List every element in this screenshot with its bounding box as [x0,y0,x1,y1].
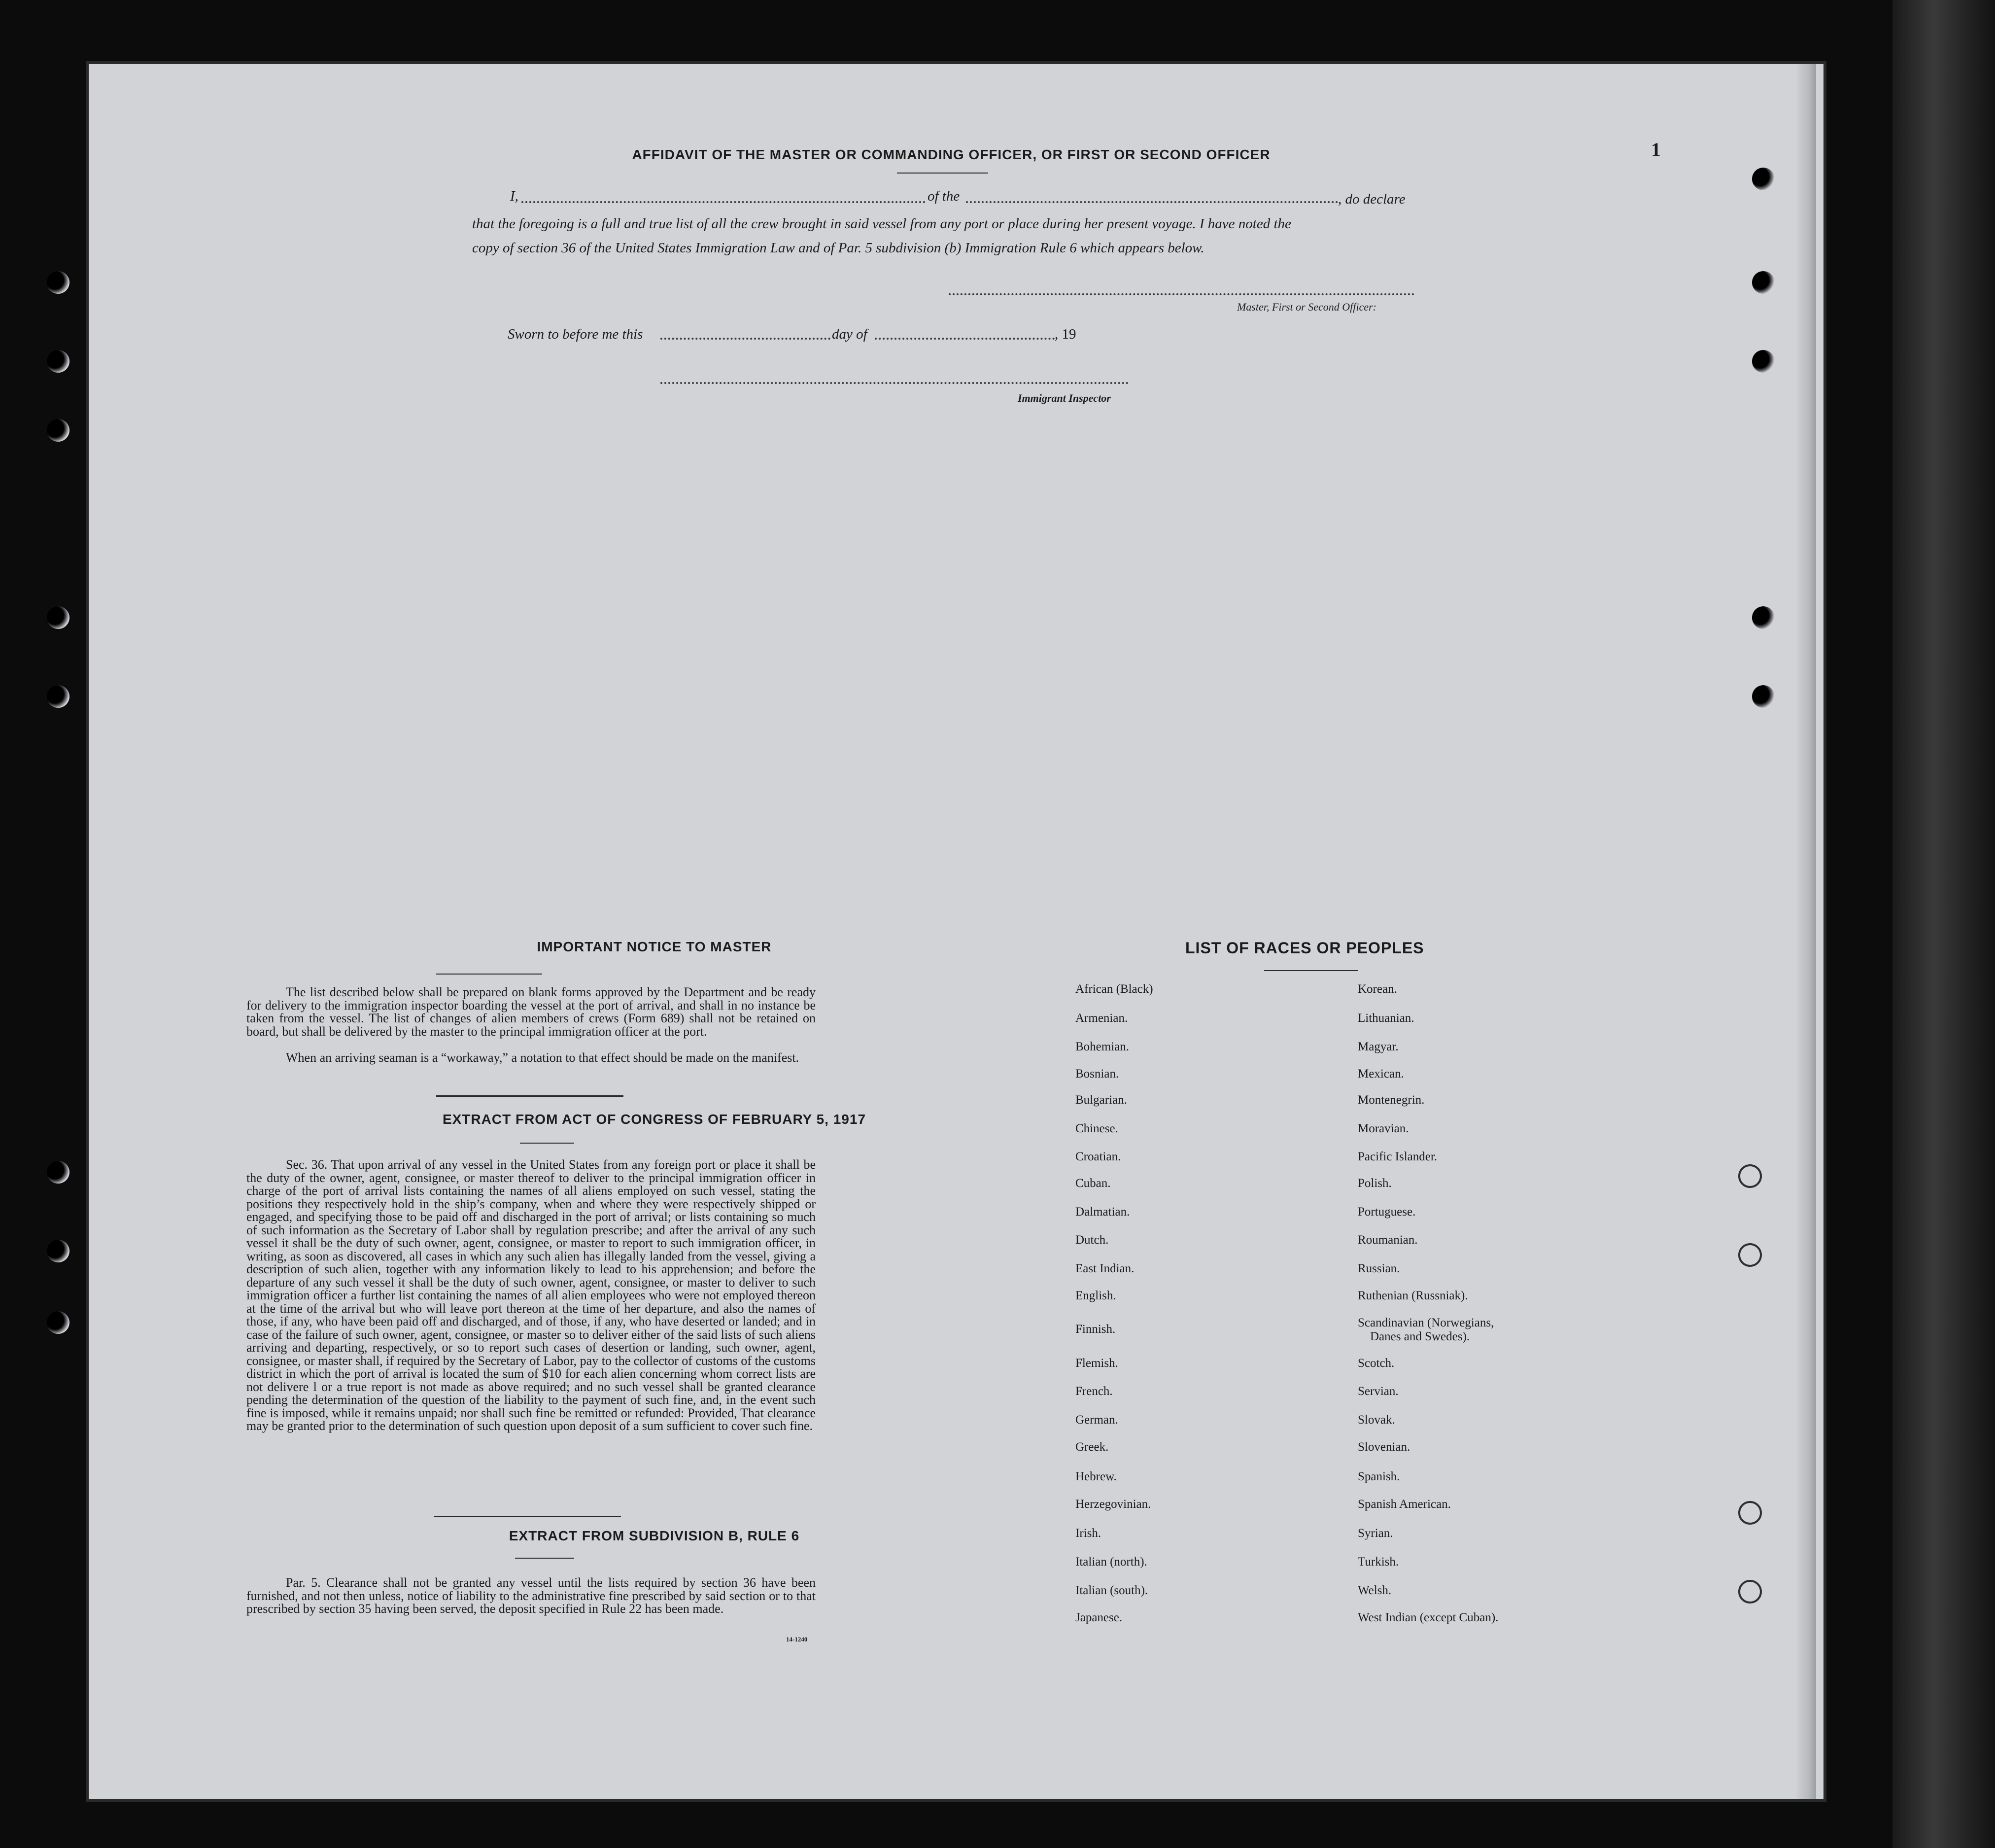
race-item: Slovenian. [1358,1440,1410,1454]
title-underline [897,173,988,174]
year-label: , 19 [1055,326,1076,342]
race-item: Hebrew. [1075,1470,1117,1483]
race-item: Syrian. [1358,1527,1393,1540]
race-item: Italian (north). [1075,1555,1147,1569]
binder-hole [1752,271,1775,294]
race-item: Dutch. [1075,1233,1109,1247]
race-item: Mexican. [1358,1067,1404,1081]
race-item: English. [1075,1289,1116,1302]
notice-title: IMPORTANT NOTICE TO MASTER [537,939,772,954]
binder-hole-ring [1738,1580,1762,1604]
affidavit-line-3: copy of section 36 of the United States Immigration Law and of Par. 5 subdivision (b) Immigration Rule 6 which appears below. [472,240,1204,256]
race-item: Spanish. [1358,1470,1400,1483]
vessel-line[interactable] [966,201,1338,203]
notice-text: The list described below shall be prepared on blank forms approved by the Department and be ready for delivery to the immigration inspector boarding the vessel at the port of arrival, and shall in no instance be taken from the vessel. The list of changes of alien members of crews (Form 689) shall not be retained on board, but shall be delivered by the master to the principal immigration officer at the port. [246,985,816,1039]
race-item: Roumanian. [1358,1233,1418,1247]
sworn-month-line[interactable] [875,338,1055,340]
race-item: Lithuanian. [1358,1011,1414,1025]
race-item: Italian (south). [1075,1584,1148,1597]
race-item: Scandinavian (Norwegians, [1358,1316,1494,1329]
rule-title: EXTRACT FROM SUBDIVISION B, RULE 6 [509,1528,800,1543]
race-item: Flemish. [1075,1357,1118,1370]
binder-hole [1752,350,1775,373]
rule-underline [515,1558,574,1559]
master-signature-line[interactable] [949,293,1414,295]
sworn-day-line[interactable] [660,338,830,340]
scan-background-strip [1892,0,1995,1848]
race-item: Finnish. [1075,1323,1116,1336]
race-item: Servian. [1358,1385,1399,1398]
race-item: Magyar. [1358,1040,1399,1053]
section-rule [434,1516,621,1517]
race-item: Bohemian. [1075,1040,1130,1053]
binder-hole [47,606,69,629]
race-item: Bulgarian. [1075,1093,1127,1107]
race-item: Japanese. [1075,1611,1123,1624]
binder-hole-ring [1738,1164,1762,1188]
binder-hole-ring [1738,1501,1762,1525]
rule-text: Par. 5. Clearance shall not be granted any vessel until the lists required by section 36 have been furnished, and not then unless, notice of liability to the administrative fine prescribed by said section or to that prescribed by section 35 having been served, the deposit specified in Rule 22 has been made. [246,1575,816,1616]
race-item: Pacific Islander. [1358,1150,1438,1163]
race-item: Cuban. [1075,1177,1111,1190]
race-item: Herzegovinian. [1075,1498,1151,1511]
affidavit-line-2: that the foregoing is a full and true list of all the crew brought in said vessel from any port or place during her present voyage. I have noted the [472,216,1291,232]
binder-hole [47,1311,69,1334]
name-line[interactable] [521,201,926,203]
act-underline [520,1143,574,1144]
binder-hole [1752,685,1775,708]
race-item: Ruthenian (Russniak). [1358,1289,1468,1302]
race-item: Dalmatian. [1075,1205,1130,1219]
race-item: Scotch. [1358,1357,1395,1370]
inspector-signature-line[interactable] [660,382,1129,384]
races-underline [1264,970,1358,971]
sworn-label: Sworn to before me this [508,326,643,342]
notice-underline [436,974,542,975]
binder-hole [47,1161,69,1184]
binder-hole-ring [1738,1243,1762,1267]
race-item: Portuguese. [1358,1205,1416,1219]
race-item: Croatian. [1075,1150,1121,1163]
race-item: Slovak. [1358,1413,1395,1427]
form-number: 14-1240 [786,1636,808,1643]
race-item: Russian. [1358,1262,1400,1275]
master-signature-label: Master, First or Second Officer: [1237,301,1376,313]
race-item: Bosnian. [1075,1067,1119,1081]
act-text: Sec. 36. That upon arrival of any vessel in the United States from any foreign port or place it shall be the duty of the owner, agent, consignee, or master thereof to deliver to the principal immigration officer in charge of the port of arrival lists containing the names of all aliens employed on such vessel, stating the positions they respectively hold in the ship’s company, when and where they were respectively shipped or engaged, and specifying those to be paid off and discharged in the port of arrival; or lists containing so much of such information as the Secretary of Labor shall by regulation prescribe; and after the arrival of any such vessel it shall be the duty of such owner, agent, consignee, or master to report to such immigration officer, in writing, as soon as discovered, all cases in which any such alien has illegally landed from the vessel, giving a description of such alien, together with any information likely to lead to his apprehension; and before the departure of any such vessel it shall be the duty of such owner, agent, consignee, or master to deliver to such immigration officer a further list containing the names of all alien employees who were not employed thereon at the time of the arrival but who will leave port thereon at the time of her departure, and also the names of those, if any, who have been paid off and discharged, and of those, if any, who have deserted or landed; and in case of the failure of such owner, agent, consignee, or master so to deliver either of the said lists of such aliens arriving and departing, respectively, or so to report such cases of desertion or landing, such owner, agent, consignee, or master shall, if required by the Secretary of Labor, pay to the collector of customs of the customs district in which the port of arrival is located the sum of $10 for each alien concerning whom correct lists are not delivere l or a true report is not made as above required; and no such vessel shall be granted clearance pending the determination of the question of the liability to the payment of such fine, and, in the event such fine is imposed, while it remains unpaid; nor shall such fine be remitted or refunded: Provided, That clearance may be granted prior to the determination of such question upon deposit of a sum sufficient to cover such fine. [246,1157,816,1433]
race-item: West Indian (except Cuban). [1358,1611,1499,1624]
notice-text-2: When an arriving seaman is a “workaway,” a notation to that effect should be made on the manifest. [286,1050,799,1065]
race-item: French. [1075,1385,1113,1398]
binder-hole [47,685,69,708]
race-item: Korean. [1358,982,1397,996]
race-item: Chinese. [1075,1122,1118,1135]
affidavit-title: AFFIDAVIT OF THE MASTER OR COMMANDING OFFICER, OR FIRST OR SECOND OFFICER [632,147,1271,162]
affidavit-do-declare: , do declare [1338,191,1406,207]
race-item: Moravian. [1358,1122,1409,1135]
affidavit-i-label: I, [510,188,518,204]
race-item: Spanish American. [1358,1498,1451,1511]
binder-hole [1752,168,1775,190]
binder-hole [47,419,69,442]
race-item: Polish. [1358,1177,1392,1190]
race-item: Welsh. [1358,1584,1392,1597]
race-item: East Indian. [1075,1262,1135,1275]
race-item: German. [1075,1413,1118,1427]
affidavit-of-the-label: of the [928,188,960,204]
binder-hole [1752,606,1775,629]
binder-hole [47,271,69,294]
race-item: Montenegrin. [1358,1093,1425,1107]
race-item: Danes and Swedes). [1370,1330,1470,1343]
act-title: EXTRACT FROM ACT OF CONGRESS OF FEBRUARY 5, 1917 [442,1112,866,1127]
race-item: Greek. [1075,1440,1109,1454]
race-item: Turkish. [1358,1555,1399,1569]
race-item: Armenian. [1075,1011,1128,1025]
day-of-label: day of [832,326,867,342]
race-item: African (Black) [1075,982,1153,996]
inspector-label: Immigrant Inspector [1018,392,1111,404]
race-item: Irish. [1075,1527,1101,1540]
section-rule [436,1095,623,1097]
binder-hole [47,350,69,373]
margin-mark: 1 [1651,139,1661,161]
binder-hole [47,1240,69,1262]
page-edge [1796,64,1816,1799]
races-title: LIST OF RACES OR PEOPLES [1185,939,1424,957]
